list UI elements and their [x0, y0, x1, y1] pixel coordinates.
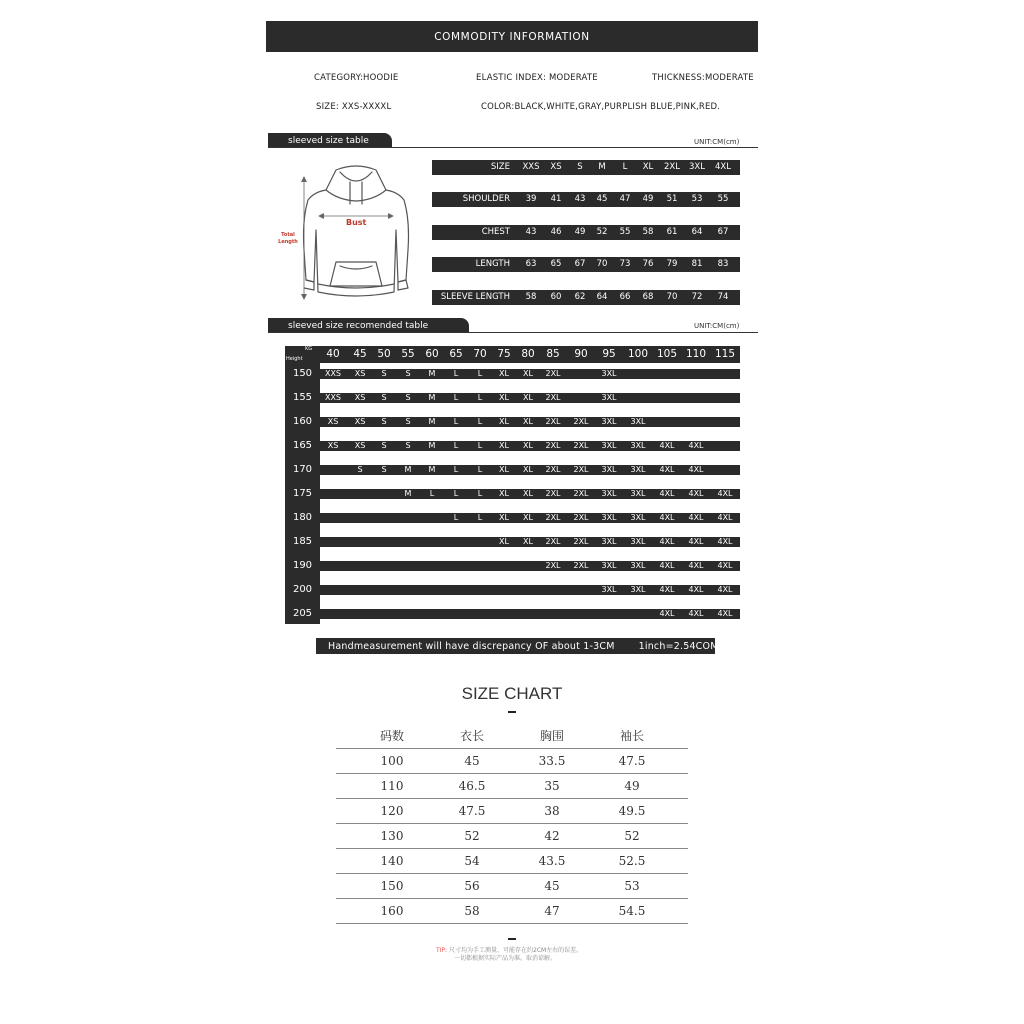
row-label: SHOULDER	[462, 194, 510, 204]
recommended-size: 4XL	[659, 513, 675, 522]
size-chart-cell: 42	[544, 829, 560, 843]
weight-header: 55	[401, 348, 415, 360]
recommended-size: XS	[354, 369, 366, 378]
elastic-info: ELASTIC INDEX: MODERATE	[476, 73, 598, 83]
row-value: 43	[525, 227, 537, 237]
recommended-size: 3XL	[601, 465, 617, 474]
row-value: 67	[574, 259, 586, 269]
size-chart-cell: 49.5	[618, 804, 646, 818]
row-value: XL	[642, 162, 654, 172]
recommended-size: L	[477, 441, 483, 450]
tip-line-2: 一切都根据实际产品为准。取消谅解。	[454, 955, 557, 962]
weight-header: 40	[326, 348, 340, 360]
row-value: 39	[525, 194, 537, 204]
row-value: 53	[691, 194, 703, 204]
recommended-size: XS	[327, 417, 339, 426]
recommended-size: XL	[523, 513, 533, 522]
weight-header: 110	[685, 348, 707, 360]
recommended-size: 4XL	[717, 561, 733, 570]
recommended-size: M	[428, 441, 436, 450]
recommended-size: 2XL	[573, 465, 589, 474]
recommended-size: 2XL	[573, 537, 589, 546]
size-chart-cell: 160	[380, 904, 404, 918]
recommended-size: 2XL	[573, 561, 589, 570]
row-value: 52	[596, 227, 608, 237]
height-value: 200	[292, 584, 313, 595]
size-chart-cell: 56	[464, 879, 480, 893]
recommended-size: 4XL	[659, 561, 675, 570]
recommended-size: 3XL	[601, 441, 617, 450]
recommended-size: S	[405, 417, 411, 426]
recommended-size: XS	[354, 417, 366, 426]
recommended-size: L	[453, 513, 459, 522]
recommended-tab-label: sleeved size recomended table	[288, 320, 429, 331]
height-value: 155	[292, 392, 313, 403]
recommended-size: 4XL	[688, 609, 704, 618]
row-label: SLEEVE LENGTH	[440, 292, 510, 302]
size-chart-row	[336, 799, 688, 824]
section-divider	[268, 147, 758, 148]
row-value: 76	[642, 259, 654, 269]
recommended-size: L	[453, 441, 459, 450]
row-value: 49	[574, 227, 586, 237]
recommended-size: L	[453, 489, 459, 498]
recommended-size: 2XL	[545, 489, 561, 498]
recommended-size: L	[453, 393, 459, 402]
size-chart-cell: 140	[380, 854, 404, 868]
recommended-size: 3XL	[630, 537, 646, 546]
category-info: CATEGORY:HOODIE	[314, 73, 399, 83]
recommended-size: 2XL	[545, 561, 561, 570]
recommended-size: 2XL	[573, 489, 589, 498]
sleeved-size-table-tab	[268, 133, 392, 148]
recommended-size: S	[357, 465, 363, 474]
recommended-size: 3XL	[601, 513, 617, 522]
size-chart-title: SIZE CHART	[461, 684, 563, 703]
row-value: S	[577, 162, 583, 172]
recommended-size: 4XL	[688, 465, 704, 474]
size-chart-row	[336, 824, 688, 849]
weight-header: 80	[521, 348, 535, 360]
recommended-size: XL	[499, 417, 509, 426]
sleeved-row	[432, 192, 740, 207]
row-value: XXS	[522, 162, 540, 172]
inch-conversion: 1inch=2.54COM	[638, 640, 719, 652]
row-value: 83	[717, 259, 729, 269]
recommended-size: 3XL	[601, 393, 617, 402]
total-length-label: Total Length	[278, 232, 298, 245]
size-chart-cell: 120	[380, 804, 404, 818]
recommended-size: 4XL	[659, 537, 675, 546]
recommended-size: 3XL	[630, 585, 646, 594]
recommended-size: 4XL	[659, 441, 675, 450]
row-value: 41	[550, 194, 562, 204]
recommended-size: 3XL	[601, 369, 617, 378]
recommended-size: 2XL	[573, 513, 589, 522]
size-chart-cell: 58	[464, 904, 480, 918]
size-chart-cell: 54	[464, 854, 480, 868]
recommended-size: 3XL	[630, 441, 646, 450]
recommended-size: M	[428, 393, 436, 402]
weight-header-row	[320, 346, 740, 363]
recommended-size: XXS	[324, 393, 342, 402]
weight-header: 60	[425, 348, 439, 360]
sleeved-tab-label: sleeved size table	[288, 135, 369, 146]
sleeved-row	[432, 290, 740, 305]
row-value: M	[598, 162, 606, 172]
recommended-size: L	[477, 513, 483, 522]
height-value: 180	[292, 512, 313, 523]
row-value: 58	[642, 227, 654, 237]
size-chart-cell: 33.5	[538, 754, 566, 768]
sleeved-row	[432, 257, 740, 272]
recommended-size: 2XL	[545, 393, 561, 402]
recommended-size: L	[453, 465, 459, 474]
size-chart-cell: 52.5	[618, 854, 646, 868]
row-value: L	[622, 162, 628, 172]
size-chart-row	[336, 749, 688, 774]
recommended-size: 4XL	[688, 585, 704, 594]
recommended-size: 2XL	[545, 369, 561, 378]
weight-header: 100	[627, 348, 649, 360]
column-header: 袖长	[619, 729, 644, 743]
row-value: 4XL	[715, 162, 731, 172]
column-header: 码数	[379, 729, 404, 743]
recommended-table-tab	[268, 318, 469, 333]
row-label: CHEST	[481, 227, 510, 237]
recommended-size: S	[405, 393, 411, 402]
header-title: COMMODITY INFORMATION	[434, 30, 590, 43]
tip-dash	[508, 938, 516, 940]
row-value: 61	[666, 227, 678, 237]
row-value: 51	[666, 194, 678, 204]
recommended-size: 3XL	[630, 465, 646, 474]
height-value: 150	[292, 368, 313, 379]
recommended-size: 2XL	[545, 417, 561, 426]
recommended-size: 2XL	[545, 513, 561, 522]
weight-header: 90	[574, 348, 588, 360]
measurement-note	[316, 638, 719, 654]
row-value: 3XL	[689, 162, 705, 172]
size-chart-row	[336, 874, 688, 899]
recommended-size: 2XL	[545, 441, 561, 450]
size-chart-cell: 45	[544, 879, 560, 893]
size-chart-cell: 54.5	[618, 904, 646, 918]
height-value: 205	[292, 608, 313, 619]
recommended-size: 3XL	[601, 585, 617, 594]
row-value: 81	[691, 259, 703, 269]
recommended-size: 4XL	[659, 465, 675, 474]
recommended-size: L	[453, 417, 459, 426]
size-chart-cell: 47	[544, 904, 560, 918]
recommended-size: L	[477, 417, 483, 426]
recommended-size: 2XL	[545, 537, 561, 546]
weight-header: 50	[377, 348, 391, 360]
recommended-size: XL	[523, 441, 533, 450]
recommended-size: 4XL	[688, 513, 704, 522]
row-value: XS	[550, 162, 562, 172]
row-value: 68	[642, 292, 654, 302]
note-text: Handmeasurement will have discrepancy OF about 1-3CM	[328, 640, 615, 652]
recommended-size: M	[404, 465, 412, 474]
section-divider	[268, 332, 758, 333]
recommended-size: XL	[523, 393, 533, 402]
weight-header: 65	[449, 348, 463, 360]
size-chart-cell: 45	[464, 754, 480, 768]
size-chart-cell: 53	[624, 879, 640, 893]
recommended-size: L	[477, 393, 483, 402]
row-value: 62	[574, 292, 586, 302]
recommended-size: 4XL	[717, 585, 733, 594]
title-dash	[508, 711, 516, 713]
recommended-size: 3XL	[601, 489, 617, 498]
commodity-info-header	[266, 21, 758, 52]
size-chart-row	[336, 849, 688, 874]
row-value: 49	[642, 194, 654, 204]
size-chart-cell: 47.5	[458, 804, 486, 818]
recommended-size: XL	[523, 489, 533, 498]
recommended-size: XL	[499, 513, 509, 522]
row-value: 65	[550, 259, 562, 269]
column-header: 衣长	[459, 729, 484, 743]
tip-line-1: 尺寸均为手工测量，可能存在约2CM左右的误差。	[449, 947, 583, 954]
recommended-size: 4XL	[659, 489, 675, 498]
size-chart-cell: 100	[380, 754, 404, 768]
row-value: 2XL	[664, 162, 680, 172]
recommended-size: L	[477, 465, 483, 474]
row-label: LENGTH	[475, 259, 510, 269]
weight-header: 85	[546, 348, 560, 360]
row-value: 72	[691, 292, 703, 302]
row-value: 55	[717, 194, 729, 204]
recommended-size: XL	[499, 465, 509, 474]
recommended-size: S	[381, 465, 387, 474]
unit-label: UNIT:CM(cm)	[694, 138, 740, 146]
kg-label: KG	[305, 346, 313, 352]
recommended-size: 4XL	[688, 537, 704, 546]
size-chart-cell: 49	[624, 779, 640, 793]
row-value: 63	[525, 259, 537, 269]
row-value: 55	[619, 227, 631, 237]
recommended-size: XL	[499, 489, 509, 498]
size-chart-cell: 38	[544, 804, 560, 818]
size-chart-header	[336, 724, 688, 749]
recommended-size: M	[404, 489, 412, 498]
size-chart-cell: 150	[380, 879, 404, 893]
row-value: 66	[619, 292, 631, 302]
recommended-size: XS	[354, 393, 366, 402]
recommended-size: 2XL	[545, 465, 561, 474]
recommended-size: XS	[354, 441, 366, 450]
recommended-size: XL	[523, 369, 533, 378]
row-value: 45	[596, 194, 608, 204]
size-chart-row	[336, 774, 688, 799]
recommended-size: S	[381, 369, 387, 378]
recommended-size: XL	[523, 417, 533, 426]
recommended-size: M	[428, 369, 436, 378]
recommended-size: S	[381, 441, 387, 450]
recommended-size: 3XL	[630, 561, 646, 570]
size-chart-cell: 43.5	[538, 854, 566, 868]
recommended-size: XL	[523, 465, 533, 474]
row-value: 60	[550, 292, 562, 302]
height-value: 175	[292, 488, 313, 499]
size-chart-cell: 46.5	[458, 779, 486, 793]
recommended-size: XL	[499, 393, 509, 402]
row-value: 79	[666, 259, 678, 269]
recommended-size: XL	[499, 441, 509, 450]
recommended-size: XL	[499, 537, 509, 546]
height-label: Height	[286, 356, 303, 362]
weight-header: 75	[497, 348, 511, 360]
recommended-size: 4XL	[688, 441, 704, 450]
recommended-size: 3XL	[630, 513, 646, 522]
recommended-size: XS	[327, 441, 339, 450]
sleeved-row	[432, 160, 740, 175]
size-chart-table	[336, 724, 688, 924]
unit-label: UNIT:CM(cm)	[694, 322, 740, 330]
bust-label: Bust	[346, 218, 367, 227]
recommended-size: L	[477, 369, 483, 378]
row-value: 43	[574, 194, 586, 204]
recommended-size: 4XL	[659, 585, 675, 594]
height-value: 190	[292, 560, 313, 571]
weight-header: 115	[714, 348, 736, 360]
recommended-size: M	[428, 417, 436, 426]
row-value: 47	[619, 194, 631, 204]
recommended-size: 4XL	[717, 537, 733, 546]
recommended-size: 2XL	[573, 441, 589, 450]
tip-note	[436, 947, 582, 963]
recommended-size: 4XL	[717, 609, 733, 618]
recommended-size: L	[429, 489, 435, 498]
row-value: 73	[619, 259, 631, 269]
color-info: COLOR:BLACK,WHITE,GRAY,PURPLISH BLUE,PINK,RED.	[481, 102, 721, 112]
recommended-size: XL	[523, 537, 533, 546]
row-value: 70	[666, 292, 678, 302]
sleeved-row	[432, 225, 740, 240]
thickness-info: THICKNESS:MODERATE	[652, 73, 754, 83]
recommended-size: 4XL	[688, 561, 704, 570]
weight-header: 45	[353, 348, 367, 360]
recommended-size: 3XL	[630, 417, 646, 426]
recommended-size: XL	[499, 369, 509, 378]
row-value: 64	[691, 227, 703, 237]
recommended-size: XXS	[324, 369, 342, 378]
size-chart-cell: 35	[544, 779, 560, 793]
height-value: 160	[292, 416, 313, 427]
recommended-size: 3XL	[630, 489, 646, 498]
recommended-size: S	[381, 393, 387, 402]
row-label: SIZE	[490, 162, 510, 172]
recommended-size: 3XL	[601, 537, 617, 546]
column-header: 胸围	[539, 729, 564, 743]
weight-header: 105	[656, 348, 678, 360]
recommended-size: 3XL	[601, 417, 617, 426]
recommended-size: 4XL	[717, 513, 733, 522]
size-chart-cell: 110	[380, 779, 404, 793]
recommended-size: 4XL	[659, 609, 675, 618]
recommended-size: L	[453, 369, 459, 378]
recommended-size: S	[405, 369, 411, 378]
recommended-size: 2XL	[573, 417, 589, 426]
size-chart-cell: 47.5	[618, 754, 646, 768]
recommended-size: 3XL	[601, 561, 617, 570]
size-chart-cell: 130	[380, 829, 404, 843]
row-value: 74	[717, 292, 729, 302]
size-chart-cell: 52	[464, 829, 480, 843]
recommended-size: 4XL	[717, 489, 733, 498]
height-value: 165	[292, 440, 313, 451]
row-value: 67	[717, 227, 729, 237]
row-value: 58	[525, 292, 537, 302]
row-value: 70	[596, 259, 608, 269]
weight-header: 95	[602, 348, 616, 360]
recommended-size: S	[381, 417, 387, 426]
height-value: 170	[292, 464, 313, 475]
recommended-size: 4XL	[688, 489, 704, 498]
size-chart-row	[336, 899, 688, 924]
row-value: 46	[550, 227, 562, 237]
recommended-size: L	[477, 489, 483, 498]
height-value: 185	[292, 536, 313, 547]
size-chart-cell: 52	[624, 829, 640, 843]
row-value: 64	[596, 292, 608, 302]
recommended-size: M	[428, 465, 436, 474]
recommended-size: S	[405, 441, 411, 450]
weight-header: 70	[473, 348, 487, 360]
size-info: SIZE: XXS-XXXXL	[316, 102, 392, 112]
tip-prefix: TIP:	[436, 947, 448, 954]
